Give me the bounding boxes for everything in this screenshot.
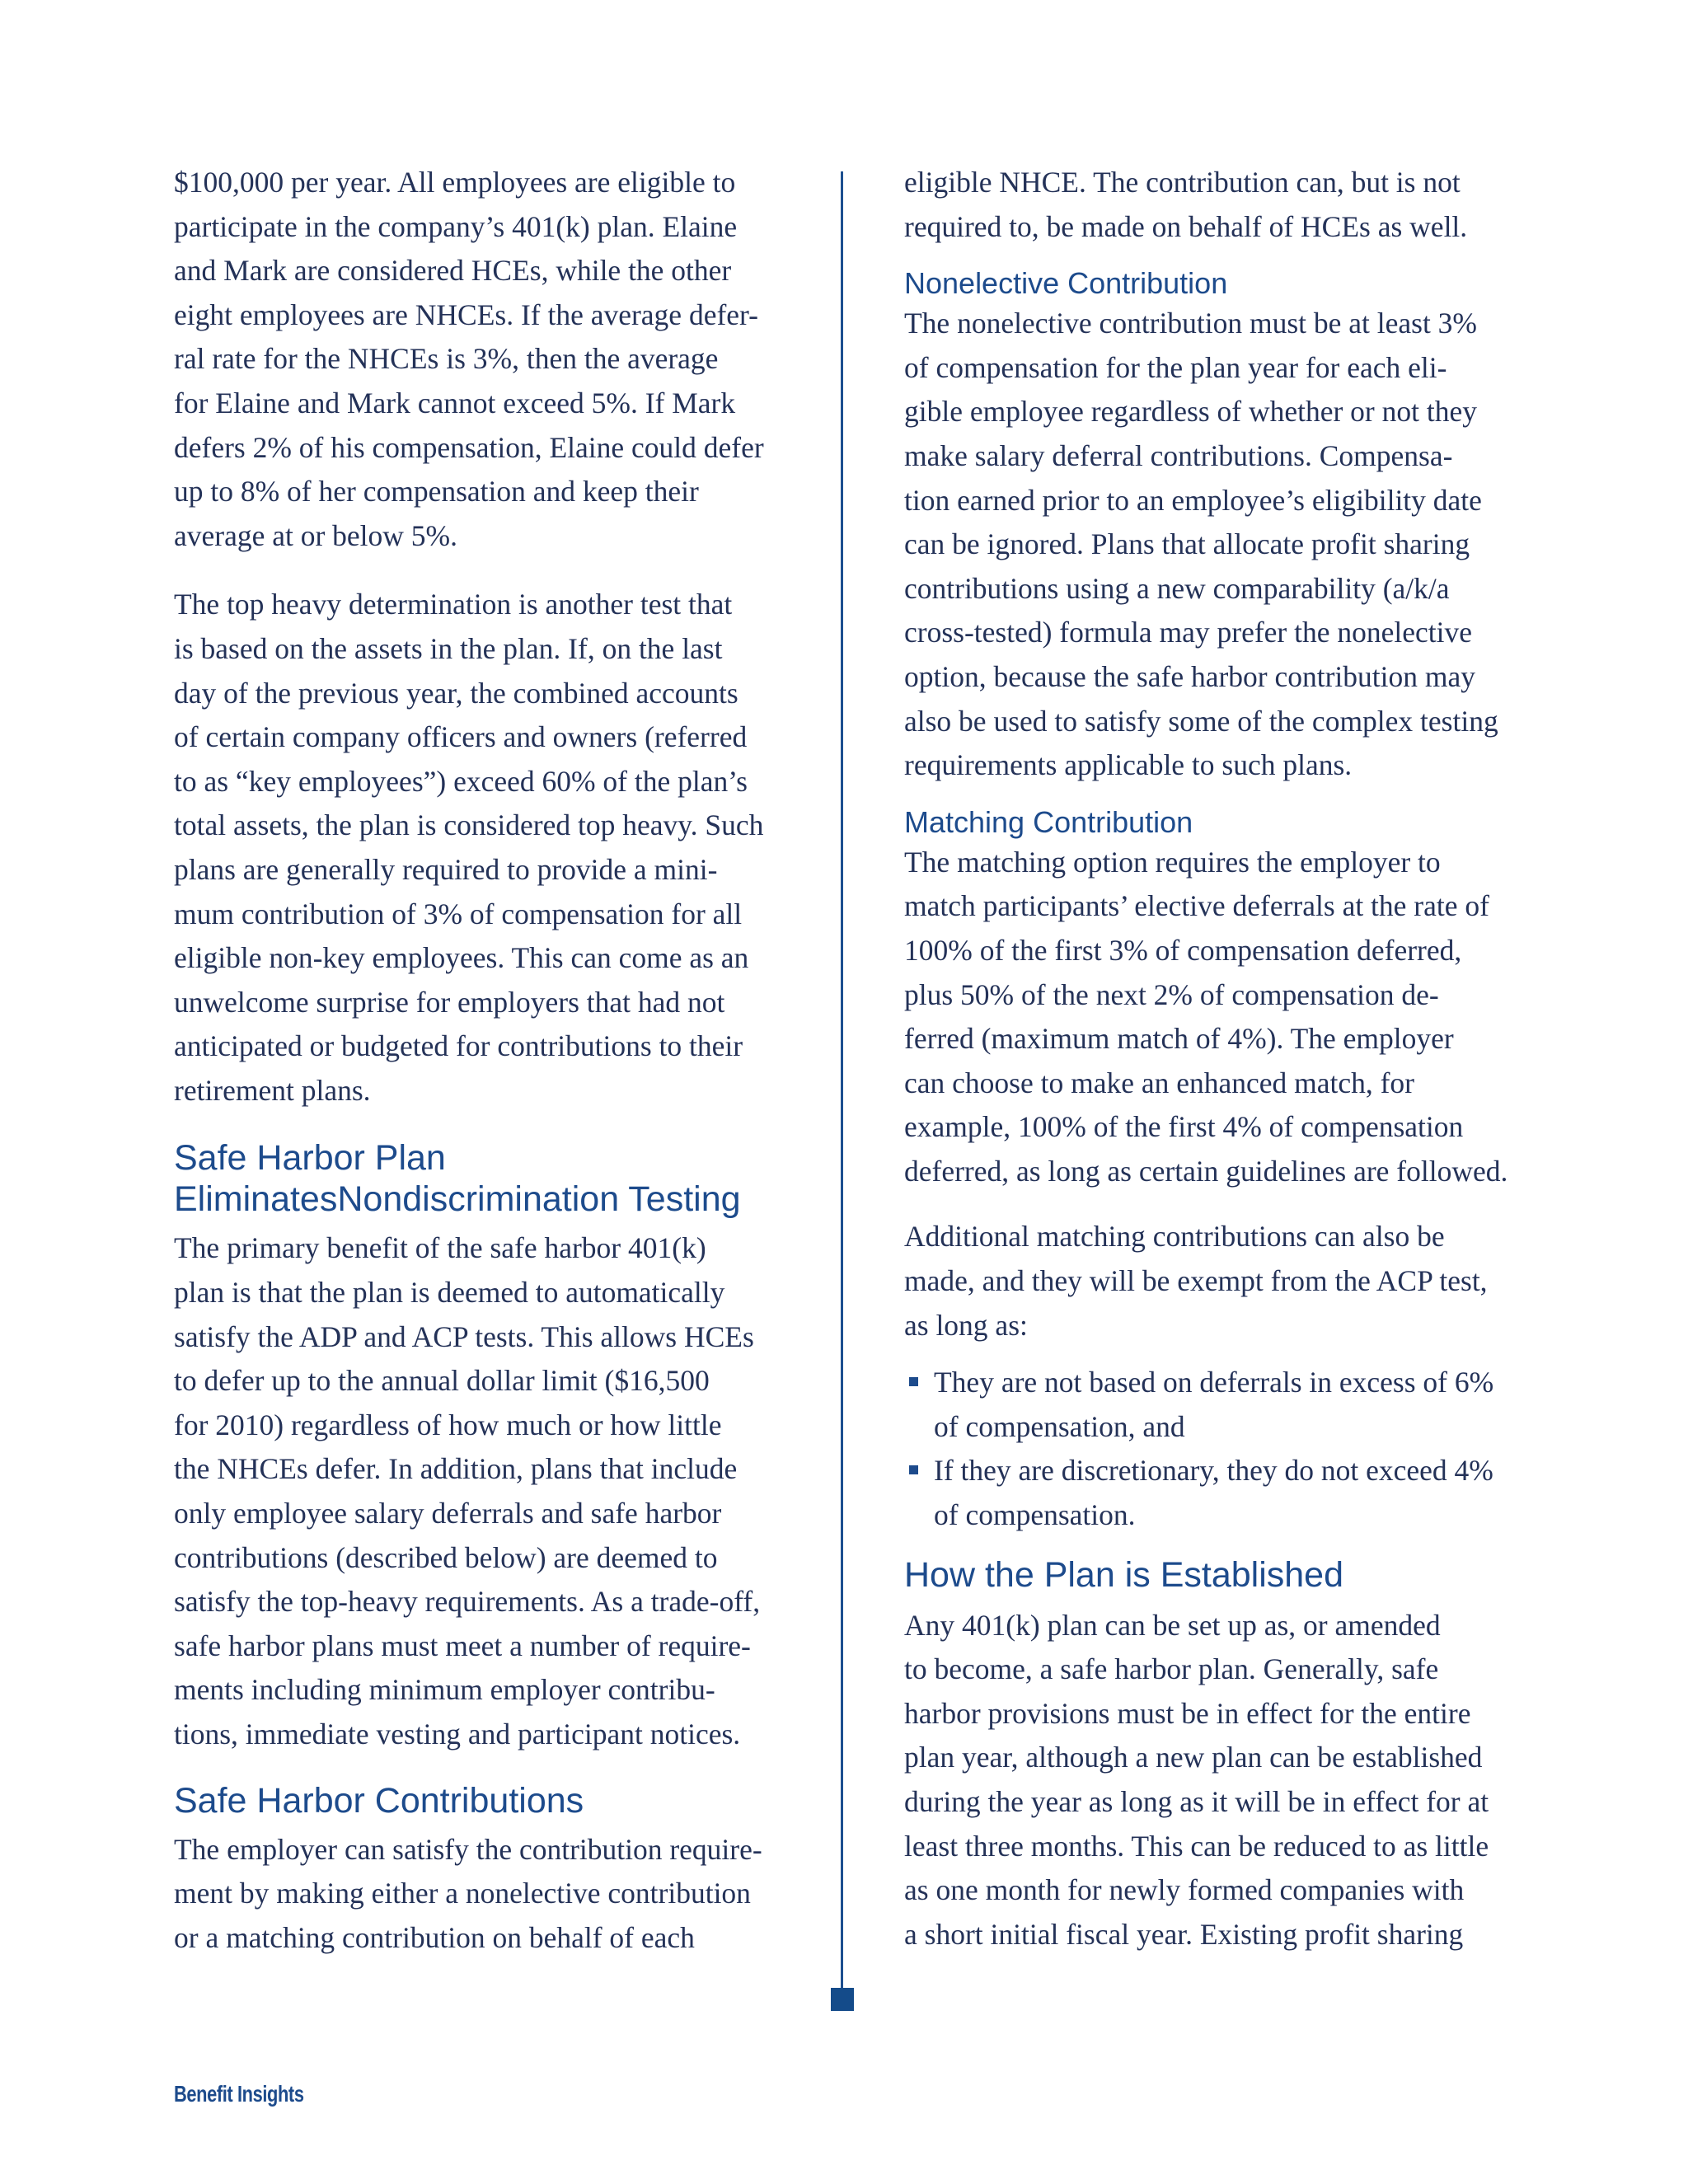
text-line: cross-tested) formula may prefer the nonelective <box>904 616 1472 649</box>
text-line: tion earned prior to an employee’s eligibility date <box>904 483 1482 517</box>
text-line: Nondiscrimination Testing <box>337 1179 741 1220</box>
text-line: total assets, the plan is considered top heavy. Such <box>174 808 764 842</box>
text-line: plan is that the plan is deemed to automatically <box>174 1276 725 1310</box>
text-line: The employer can satisfy the contribution require- <box>174 1832 762 1866</box>
text-line: requirements applicable to such plans. <box>904 748 1353 782</box>
text-line: to defer up to the annual dollar limit ($16,500 <box>174 1364 710 1398</box>
text-line: up to 8% of her compensation and keep their <box>174 475 699 509</box>
paragraph <box>174 583 788 1113</box>
text-line: made, and they will be exempt from the ACP test, <box>904 1264 1488 1298</box>
text-line: day of the previous year, the combined accounts <box>174 676 738 710</box>
text-line: match participants’ elective deferrals at the rate of <box>904 889 1489 923</box>
text-line: tions, immediate vesting and participant notices. <box>174 1718 741 1750</box>
column-divider-end-square <box>831 1988 854 2011</box>
text-line: The primary benefit of the safe harbor 401(k) <box>174 1231 706 1265</box>
bullet-square-icon <box>909 1377 918 1386</box>
text-line: of certain company officers and owners (referred <box>174 720 748 754</box>
text-line: ments including minimum employer contribu- <box>174 1673 715 1707</box>
left-column <box>174 161 788 1960</box>
text-line: can be ignored. Plans that allocate profit sharing <box>904 527 1470 561</box>
text-line: during the year as long as it will be in effect for at <box>904 1785 1489 1818</box>
text-line: required to, be made on behalf of HCEs as well. <box>904 209 1468 243</box>
text-line: Additional matching contributions can also be <box>904 1220 1445 1254</box>
text-line: average at or below 5%. <box>174 518 457 552</box>
text-line: Any 401(k) plan can be set up as, or amended <box>904 1608 1441 1642</box>
text-line: gible employee regardless of whether or not they <box>904 395 1477 429</box>
text-line: is based on the assets in the plan. If, on the last <box>174 631 723 665</box>
bullet-item <box>904 1449 1518 1537</box>
text-line: and Mark are considered HCEs, while the other <box>174 254 732 288</box>
text-line: contributions using a new comparability (a/k/a <box>904 571 1450 605</box>
right-column <box>904 161 1518 1957</box>
text-line: of compensation for the plan year for each eli- <box>904 350 1447 384</box>
text-line: anticipated or budgeted for contributions to their <box>174 1029 743 1063</box>
paragraph <box>904 1604 1518 1957</box>
paragraph <box>174 1226 788 1756</box>
text-line: harbor provisions must be in effect for the entire <box>904 1696 1471 1730</box>
bullet-item <box>904 1361 1518 1449</box>
text-line: $100,000 per year. All employees are eligible to <box>174 166 736 199</box>
text-line: make salary deferral contributions. Compensa- <box>904 438 1453 472</box>
text-line: contributions (described below) are deemed to <box>174 1540 718 1574</box>
paragraph <box>174 161 788 558</box>
text-line: can choose to make an enhanced match, for <box>904 1066 1414 1099</box>
text-line: the NHCEs defer. In addition, plans that include <box>174 1452 738 1486</box>
text-line: retirement plans. <box>174 1073 371 1107</box>
text-line: eligible NHCE. The contribution can, but is not <box>904 166 1461 199</box>
footer-brand: Benefit Insights <box>174 2081 304 2107</box>
text-line: mum contribution of 3% of compensation for all <box>174 897 743 930</box>
text-line: plus 50% of the next 2% of compensation de- <box>904 977 1439 1011</box>
text-line: ferred (maximum match of 4%). The employer <box>904 1022 1454 1056</box>
text-line: If they are discretionary, they do not exceed 4% <box>934 1454 1493 1488</box>
section-heading: Safe Harbor Contributions <box>174 1780 584 1821</box>
text-line: satisfy the top-heavy requirements. As a trade-off, <box>174 1585 761 1619</box>
text-line: eligible non-key employees. This can come as an <box>174 941 749 975</box>
text-line: or a matching contribution on behalf of each <box>174 1920 695 1954</box>
text-line: They are not based on deferrals in excess of 6% <box>934 1366 1494 1399</box>
subheading: Matching Contribution <box>904 804 1193 839</box>
text-line: as one month for newly formed companies with <box>904 1873 1465 1907</box>
text-line: as long as: <box>904 1308 1028 1342</box>
text-line: participate in the company’s 401(k) plan. Elaine <box>174 209 738 243</box>
text-line: also be used to satisfy some of the complex testing <box>904 704 1498 738</box>
column-divider <box>841 171 843 1999</box>
text-line: The nonelective contribution must be at least 3% <box>904 307 1478 340</box>
text-line: for 2010) regardless of how much or how little <box>174 1408 722 1441</box>
text-line: Safe Harbor Plan Eliminates <box>174 1138 446 1220</box>
text-line: plan year, although a new plan can be established <box>904 1741 1483 1774</box>
text-line: of compensation. <box>934 1498 1136 1532</box>
paragraph <box>904 302 1518 788</box>
text-line: of compensation, and <box>934 1409 1185 1443</box>
bullet-list <box>904 1361 1518 1537</box>
text-line: plans are generally required to provide a mini- <box>174 852 718 886</box>
text-line: safe harbor plans must meet a number of require- <box>174 1629 751 1662</box>
text-line: least three months. This can be reduced to as little <box>904 1829 1489 1863</box>
text-line: The top heavy determination is another test that <box>174 588 733 621</box>
text-line: example, 100% of the first 4% of compensation <box>904 1110 1464 1144</box>
text-line: ral rate for the NHCEs is 3%, then the average <box>174 342 719 376</box>
bullet-square-icon <box>909 1465 918 1474</box>
text-line: eight employees are NHCEs. If the average defer- <box>174 298 758 331</box>
text-line: ment by making either a nonelective contribution <box>174 1877 751 1910</box>
text-line: 100% of the first 3% of compensation deferred, <box>904 933 1462 967</box>
text-line: only employee salary deferrals and safe harbor <box>174 1497 722 1530</box>
text-line: option, because the safe harbor contribution may <box>904 659 1476 693</box>
text-line: a short initial fiscal year. Existing profit sharing <box>904 1917 1464 1951</box>
text-line: to become, a safe harbor plan. Generally, safe <box>904 1652 1439 1686</box>
paragraph <box>904 161 1518 249</box>
paragraph <box>904 841 1518 1194</box>
paragraph <box>174 1828 788 1961</box>
section-heading: How the Plan is Established <box>904 1554 1344 1595</box>
text-line: defers 2% of his compensation, Elaine could defer <box>174 430 764 464</box>
text-line: satisfy the ADP and ACP tests. This allows HCEs <box>174 1319 754 1353</box>
text-line: for Elaine and Mark cannot exceed 5%. If Mark <box>174 386 736 419</box>
section-heading <box>174 1137 788 1220</box>
text-line: to as “key employees”) exceed 60% of the plan’s <box>174 764 748 798</box>
text-line: deferred, as long as certain guidelines are followed. <box>904 1154 1508 1188</box>
paragraph <box>904 1215 1518 1347</box>
text-line: unwelcome surprise for employers that had not <box>174 985 725 1019</box>
subheading: Nonelective Contribution <box>904 266 1228 301</box>
text-line: The matching option requires the employer to <box>904 845 1441 879</box>
